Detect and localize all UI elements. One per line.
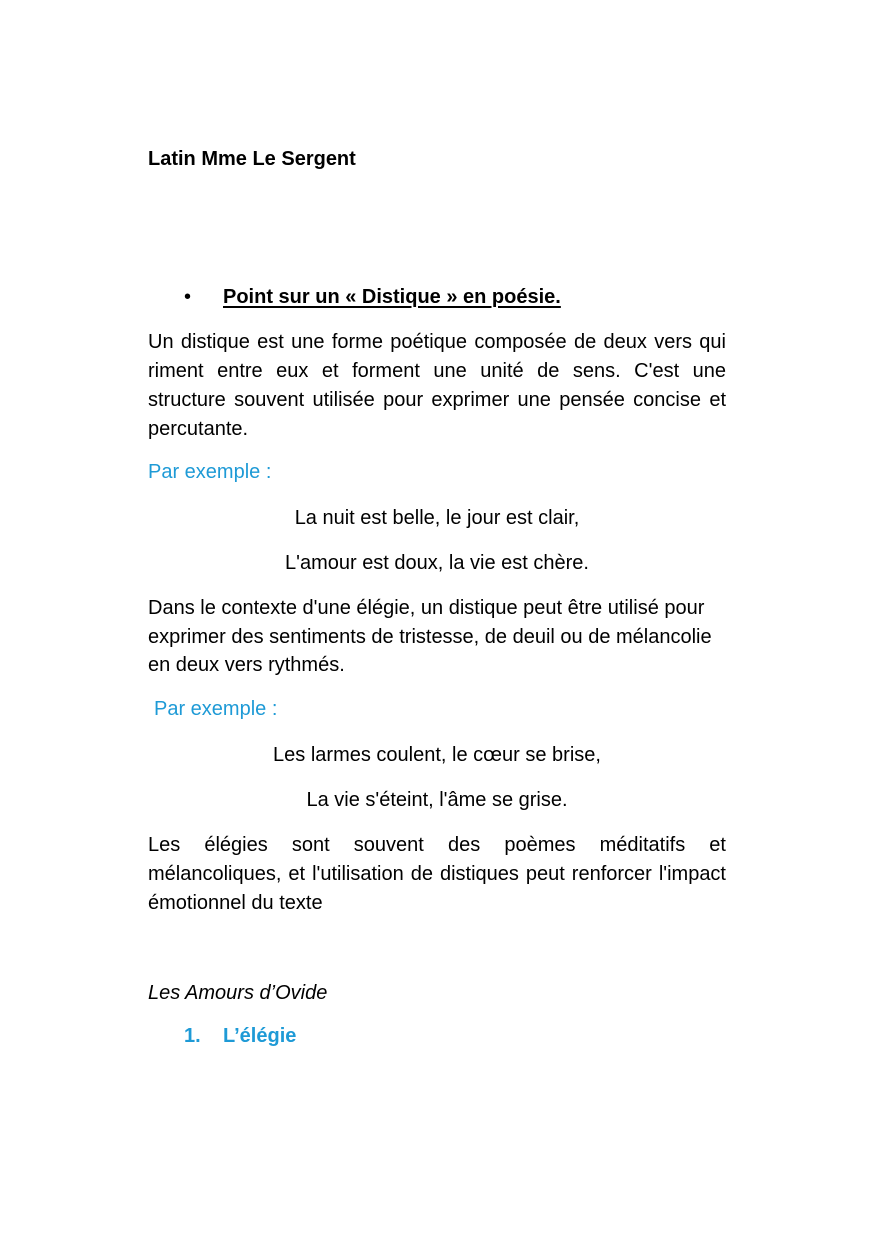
bullet-icon: • (184, 286, 192, 308)
list-number: 1. (184, 1025, 201, 1047)
verse-2b: La vie s'éteint, l'âme se grise. (306, 789, 568, 811)
list-item-elegie: L’élégie (223, 1025, 297, 1047)
work-title: Les Amours d’Ovide (148, 982, 328, 1004)
elegie-paragraph: Dans le contexte d'une élégie, un distique peut être utilisé pour exprimer des sentiments de tristesse, de deuil ou de mélancolie en deux vers rythmés. (148, 597, 712, 676)
example-label-2: Par exemple : (154, 698, 278, 720)
example-label-1: Par exemple : (148, 461, 272, 483)
document-header: Latin Mme Le Sergent (148, 148, 356, 170)
conclusion-paragraph: Les élégies sont souvent des poèmes méditatifs et mélancoliques, et l'utilisation de distiques peut renforcer l'impact émotionnel du texte (148, 834, 726, 914)
section-title: Point sur un « Distique » en poésie. (223, 286, 561, 308)
verse-1b: L'amour est doux, la vie est chère. (285, 552, 589, 574)
verse-2a: Les larmes coulent, le cœur se brise, (273, 744, 601, 766)
verse-1a: La nuit est belle, le jour est clair, (294, 507, 580, 529)
intro-paragraph: Un distique est une forme poétique composée de deux vers qui riment entre eux et forment une unité de sens. C'est une structure souvent utilisée pour exprimer une pensée concise et percutante. (148, 331, 726, 440)
